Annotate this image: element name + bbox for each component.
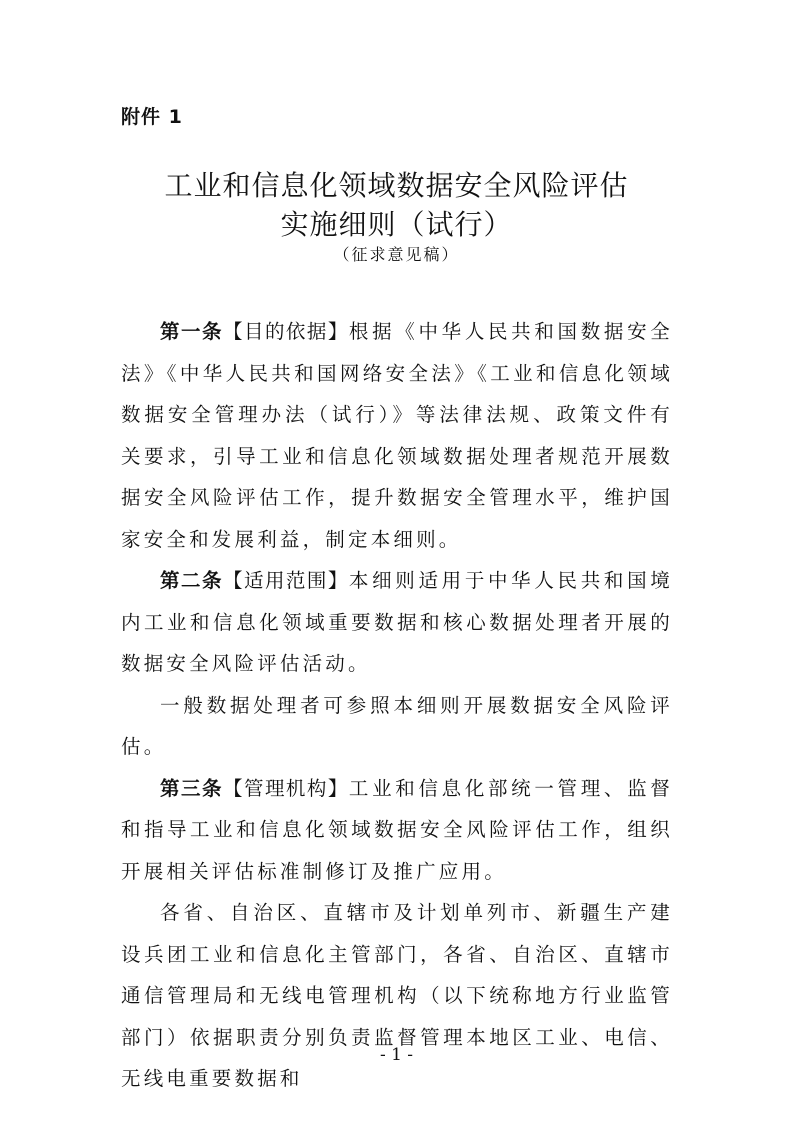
document-subtitle: （征求意见稿）	[333, 245, 460, 264]
article-1-topic: 【目的依据】	[222, 320, 349, 343]
article-1-number: 第一条	[160, 320, 223, 343]
article-3-topic: 【管理机构】	[222, 776, 349, 800]
article-3-text: 工业和信息化部统一管理、监督和指导工业和信息化领域数据安全风险评估工作，组织开展相关评估标准制修订及推广应用。	[121, 776, 673, 883]
article-3-paragraph	[121, 768, 673, 893]
document-title-line-1: 工业和信息化领域数据安全风险评估	[164, 169, 629, 202]
article-3-number: 第三条	[160, 776, 223, 800]
article-2-text: 本细则适用于中华人民共和国境内工业和信息化领域重要数据和核心数据处理者开展的数据安全风险评估活动。	[121, 569, 673, 675]
document-title-line-2: 实施细则（试行）	[280, 208, 513, 241]
article-1-text: 根据《中华人民共和国数据安全法》《中华人民共和国网络安全法》《工业和信息化领域数据安全管理办法（试行）》等法律法规、政策文件有关要求，引导工业和信息化领域数据处理者规范开展数据安全风险评估工作，提升数据安全管理水平，维护国家安全和发展利益，制定本细则。	[121, 320, 673, 551]
attachment-label: 附件 1	[121, 106, 183, 128]
document-body	[121, 311, 673, 1100]
page-number: - 1 -	[379, 1045, 414, 1065]
article-3-extra-paragraph: 各省、自治区、直辖市及计划单列市、新疆生产建设兵团工业和信息化主管部门，各省、自治区、直辖市通信管理局和无线电管理机构（以下统称地方行业监管部门）依据职责分别负责监督管理本地区工业、电信、无线电重要数据和	[121, 901, 673, 1090]
article-1-paragraph	[121, 311, 673, 560]
article-2-paragraph	[121, 560, 673, 685]
article-2-extra-paragraph: 一般数据处理者可参照本细则开展数据安全风险评估。	[121, 693, 673, 758]
article-2-topic: 【适用范围】	[222, 569, 349, 592]
article-2-number: 第二条	[160, 569, 223, 592]
